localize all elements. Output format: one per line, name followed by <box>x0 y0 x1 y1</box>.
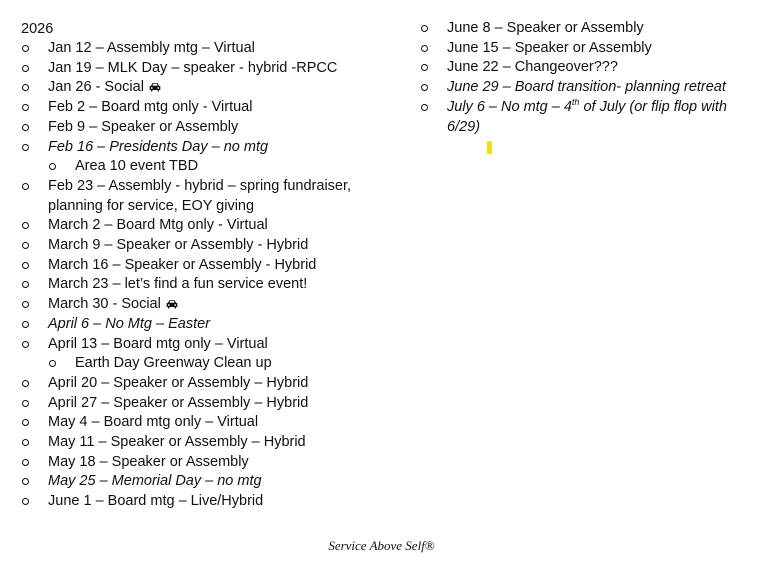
list-item: Feb 16 – Presidents Day – no mtg <box>21 138 401 158</box>
list-item: June 15 – Speaker or Assembly <box>420 39 750 59</box>
text-cursor-highlight <box>487 141 492 154</box>
car-icon <box>149 78 161 98</box>
list-item: May 4 – Board mtg only – Virtual <box>21 413 401 433</box>
bullet <box>22 242 29 249</box>
footer-motto: Service Above Self® <box>328 538 435 553</box>
list-item: March 23 – let’s find a fun service event! <box>21 275 401 295</box>
bullet <box>22 65 29 72</box>
list-item: April 13 – Board mtg only – Virtual <box>21 335 401 355</box>
bullet <box>22 419 29 426</box>
bullet <box>22 380 29 387</box>
list-item: March 2 – Board Mtg only - Virtual <box>21 216 401 236</box>
year-heading: 2026 <box>21 21 54 37</box>
list-item: Feb 2 – Board mtg only - Virtual <box>21 98 401 118</box>
list-item: June 29 – Board transition- planning retreat <box>420 78 750 98</box>
bullet <box>421 25 428 32</box>
bullet <box>421 84 428 91</box>
car-icon <box>166 295 178 315</box>
bullet <box>22 222 29 229</box>
bullet <box>421 45 428 52</box>
bullet <box>22 301 29 308</box>
sub-list-item: Area 10 event TBD <box>21 157 401 177</box>
bullet <box>22 400 29 407</box>
list-item: March 16 – Speaker or Assembly - Hybrid <box>21 256 401 276</box>
bullet <box>22 262 29 269</box>
list-item: April 6 – No Mtg – Easter <box>21 315 401 335</box>
sub-list-item: Earth Day Greenway Clean up <box>21 354 401 374</box>
bullet <box>22 144 29 151</box>
list-item: March 30 - Social <box>21 295 401 315</box>
bullet <box>22 45 29 52</box>
list-item <box>420 98 747 137</box>
list-item: May 25 – Memorial Day – no mtg <box>21 472 401 492</box>
list-item: June 8 – Speaker or Assembly <box>420 19 750 39</box>
bullet <box>22 84 29 91</box>
superscript: th <box>571 96 580 107</box>
list-item-text: July 6 – No mtg – 4th of July (or flip flop with 6/29) <box>447 96 727 135</box>
list-item: March 9 – Speaker or Assembly - Hybrid <box>21 236 401 256</box>
bullet <box>22 459 29 466</box>
list-item: May 11 – Speaker or Assembly – Hybrid <box>21 433 401 453</box>
bullet <box>22 183 29 190</box>
list-item: May 18 – Speaker or Assembly <box>21 453 401 473</box>
list-item: June 22 – Changeover??? <box>420 58 750 78</box>
list-item: Jan 26 - Social <box>21 78 401 98</box>
list-item: April 27 – Speaker or Assembly – Hybrid <box>21 394 401 414</box>
schedule-left-column <box>21 19 401 512</box>
bullet <box>22 321 29 328</box>
bullet <box>22 104 29 111</box>
bullet <box>22 124 29 131</box>
bullet <box>49 360 56 367</box>
list-item: Feb 9 – Speaker or Assembly <box>21 118 401 138</box>
bullet <box>22 341 29 348</box>
bullet <box>22 439 29 446</box>
list-item: Jan 19 – MLK Day – speaker - hybrid -RPCC <box>21 59 401 79</box>
bullet <box>421 104 428 111</box>
schedule-right-column <box>420 19 750 154</box>
list-item: April 20 – Speaker or Assembly – Hybrid <box>21 374 401 394</box>
list-item: Feb 23 – Assembly - hybrid – spring fundraiser, planning for service, EOY giving <box>21 177 378 216</box>
bullet <box>22 281 29 288</box>
bullet <box>421 64 428 71</box>
list-item: June 1 – Board mtg – Live/Hybrid <box>21 492 401 512</box>
list-item: Jan 12 – Assembly mtg – Virtual <box>21 39 401 59</box>
bullet <box>22 478 29 485</box>
bullet <box>22 498 29 505</box>
bullet <box>49 163 56 170</box>
